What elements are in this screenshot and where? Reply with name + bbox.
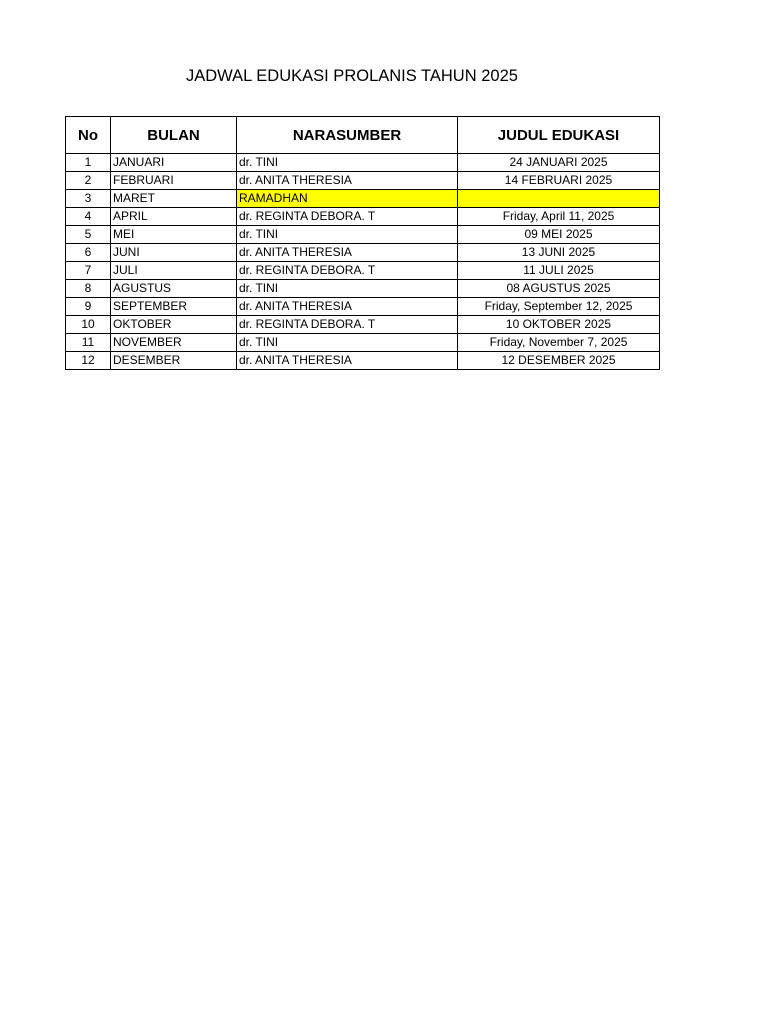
cell-judul: Friday, April 11, 2025 (458, 208, 660, 226)
column-header-narasumber: NARASUMBER (237, 117, 458, 154)
cell-no: 8 (66, 280, 111, 298)
cell-no: 4 (66, 208, 111, 226)
cell-narasumber: dr. TINI (237, 226, 458, 244)
cell-narasumber: dr. REGINTA DEBORA. T (237, 262, 458, 280)
cell-judul: 14 FEBRUARI 2025 (458, 172, 660, 190)
cell-bulan: MEI (111, 226, 237, 244)
cell-judul: 13 JUNI 2025 (458, 244, 660, 262)
cell-bulan: JULI (111, 262, 237, 280)
cell-bulan: JANUARI (111, 154, 237, 172)
cell-no: 6 (66, 244, 111, 262)
cell-judul: 11 JULI 2025 (458, 262, 660, 280)
table-row (66, 280, 660, 298)
table-row (66, 208, 660, 226)
cell-no: 10 (66, 316, 111, 334)
cell-judul: 12 DESEMBER 2025 (458, 352, 660, 370)
cell-bulan: OKTOBER (111, 316, 237, 334)
cell-no: 5 (66, 226, 111, 244)
cell-judul: 08 AGUSTUS 2025 (458, 280, 660, 298)
cell-narasumber: dr. ANITA THERESIA (237, 298, 458, 316)
cell-bulan: AGUSTUS (111, 280, 237, 298)
column-header-no: No (66, 117, 111, 154)
column-header-bulan: BULAN (111, 117, 237, 154)
table-row (66, 316, 660, 334)
table-row (66, 226, 660, 244)
table-row (66, 334, 660, 352)
cell-no: 7 (66, 262, 111, 280)
table-row (66, 190, 660, 208)
table-row (66, 154, 660, 172)
cell-narasumber: dr. TINI (237, 334, 458, 352)
cell-bulan: DESEMBER (111, 352, 237, 370)
cell-bulan: NOVEMBER (111, 334, 237, 352)
cell-judul: 10 OKTOBER 2025 (458, 316, 660, 334)
cell-judul: Friday, November 7, 2025 (458, 334, 660, 352)
table-row (66, 352, 660, 370)
cell-no: 12 (66, 352, 111, 370)
cell-bulan: SEPTEMBER (111, 298, 237, 316)
cell-bulan: FEBRUARI (111, 172, 237, 190)
cell-narasumber: dr. TINI (237, 154, 458, 172)
cell-bulan: APRIL (111, 208, 237, 226)
cell-judul: 09 MEI 2025 (458, 226, 660, 244)
cell-bulan: MARET (111, 190, 237, 208)
cell-narasumber-highlighted: RAMADHAN (237, 190, 458, 208)
cell-no: 11 (66, 334, 111, 352)
cell-no: 2 (66, 172, 111, 190)
table-row (66, 172, 660, 190)
cell-narasumber: dr. ANITA THERESIA (237, 352, 458, 370)
cell-narasumber: dr. REGINTA DEBORA. T (237, 316, 458, 334)
page-title: JADWAL EDUKASI PROLANIS TAHUN 2025 (186, 67, 518, 85)
table-row (66, 262, 660, 280)
schedule-table (65, 116, 660, 370)
cell-narasumber: dr. TINI (237, 280, 458, 298)
column-header-judul: JUDUL EDUKASI (458, 117, 660, 154)
cell-no: 9 (66, 298, 111, 316)
table-row (66, 244, 660, 262)
cell-bulan: JUNI (111, 244, 237, 262)
cell-judul-highlighted (458, 190, 660, 208)
cell-judul: 24 JANUARI 2025 (458, 154, 660, 172)
cell-narasumber: dr. ANITA THERESIA (237, 172, 458, 190)
header-row (66, 117, 660, 154)
cell-no: 1 (66, 154, 111, 172)
cell-no: 3 (66, 190, 111, 208)
cell-judul: Friday, September 12, 2025 (458, 298, 660, 316)
table-row (66, 298, 660, 316)
cell-narasumber: dr. REGINTA DEBORA. T (237, 208, 458, 226)
cell-narasumber: dr. ANITA THERESIA (237, 244, 458, 262)
